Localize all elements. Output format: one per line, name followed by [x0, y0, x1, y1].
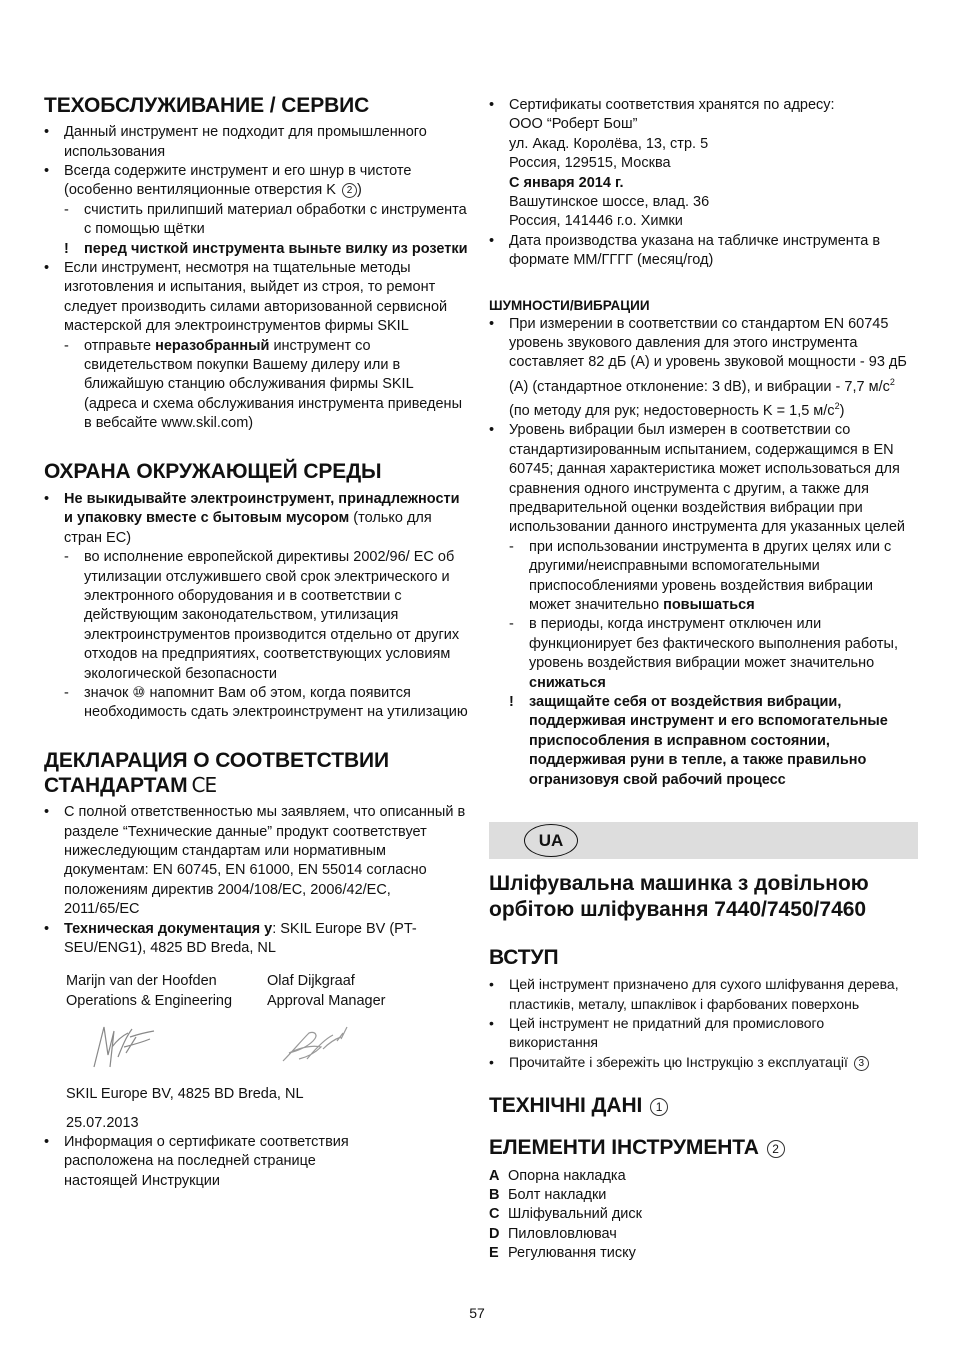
sub-item: - отправьте неразобранный инструмент со свидетельством покупки Вашему дилеру или в ближайшую станцию обслуживания фирмы SKIL (адреса и схема обслуживания инструмента приведены в вебсайте www.skil.com) — [64, 337, 462, 432]
list-item: A Опорна накладка — [489, 1167, 626, 1184]
maintenance-section — [44, 123, 468, 434]
list-item: • Если инструмент, несмотря на тщательные методы изготовления и испытания, выйдет из строя, то ремонт следует производить силами авторизованной сервисной мастерской для электроинструментов фирмы SKIL — [44, 260, 448, 335]
ref-number: 1 — [650, 1098, 668, 1116]
list-item: • Не выкидывайте электроинструмент, принадлежности и упаковку вместе с бытовым мусором (только для стран ЕС) — [44, 490, 460, 546]
company-address: SKIL Europe BV, 4825 BD Breda, NL — [66, 1086, 304, 1103]
maintenance-heading: ТЕХОБСЛУЖИВАНИЕ / СЕРВИС — [44, 94, 370, 117]
sub-item: - в периоды, когда инструмент отключен или функционирует без фактического выполнения работы, уровень воздействия вибрации может значительно снижаться — [509, 616, 899, 691]
page-number: 57 — [469, 1305, 485, 1321]
intro-section — [489, 975, 913, 1072]
sub-item: - счистить прилипший материал обработки с инструмента с помощью щётки — [64, 201, 467, 238]
intro-heading: ВСТУП — [489, 946, 559, 970]
list-item: • С полной ответственностью мы заявляем, что описанный в разделе “Технические данные” продукт соответствует нижеследующим стандартам или нормативным документам: EN 60745, EN 61000, EN 55014 согласно положениям директив 2004/108/EC, 2006/42/EC, 2011/65/EC — [44, 804, 466, 918]
ref-number: 3 — [854, 1056, 869, 1071]
signature-images — [66, 1017, 468, 1079]
elements-list — [489, 1167, 913, 1264]
signatory-2: Olaf Dijkgraaf Approval Manager — [267, 973, 386, 1009]
environment-section — [44, 490, 468, 723]
tech-data-heading: ТЕХНІЧНІ ДАНІ 1 — [489, 1093, 913, 1118]
signatories — [66, 972, 468, 1011]
list-item: • Уровень вибрации был измерен в соответствии со стандартизированным испытанием, содержащимся в EN 60745; данная характеристика может использоваться для сравнения одного инструмента с другим, а также для предварительной оценки воздействия вибрации при использовании данного инструмента для указанных целей — [489, 422, 906, 536]
elements-heading: ЕЛЕМЕНТИ ІНСТРУМЕНТА 2 — [489, 1135, 913, 1160]
list-item: • Цей інструмент не придатний для промислового використання — [489, 1015, 825, 1051]
list-item: E Регулювання тиску — [489, 1245, 636, 1262]
product-title: Шліфувальна машинка з довільною орбітою шліфування 7440/7450/7460 — [489, 872, 869, 922]
language-bar — [489, 822, 918, 859]
left-column — [44, 90, 468, 1191]
warning-item: ! перед чисткой инструмента выньте вилку из розетки — [64, 240, 468, 257]
ref-number: 2 — [342, 183, 357, 198]
noise-section — [489, 315, 913, 790]
declaration-heading: ДЕКЛАРАЦИЯ О СООТВЕТСТВИИ СТАНДАРТАМ CE — [44, 748, 390, 797]
noise-heading: ШУМНОСТИ/ВИБРАЦИИ — [489, 297, 650, 313]
list-item: • Всегда содержите инструмент и его шнур в чистоте (особенно вентиляционные отверстия K 2 ) — [44, 163, 412, 199]
signature-1 — [66, 1017, 267, 1079]
language-code-badge: UA — [524, 824, 578, 857]
list-item: • Сертификаты соответствия хранятся по адресу: ООО “Роберт Бош” ул. Акад. Королёва, 13, стр. 5 Россия, 129515, Москва С января 2014 г. Вашутинское шоссе, влад. 36 Россия, 141446 г.о. Химки — [489, 97, 835, 230]
list-item: D Пиловловлювач — [489, 1225, 617, 1242]
signature-2 — [267, 1017, 468, 1079]
list-item: • Техническая документация у: SKIL Europe BV (PT-SEU/ENG1), 4825 BD Breda, NL — [44, 920, 417, 956]
declaration-section — [44, 803, 468, 1191]
signatory-1: Marijn van der Hoofden Operations & Engineering — [66, 973, 233, 1009]
list-item: • Прочитайте і збережіть цю Інструкцію з експлуатації 3 — [489, 1053, 913, 1072]
recycle-bin-symbol: ⑩ — [132, 684, 146, 701]
sub-item: - при использовании инструмента в других целях или с другими/неисправными вспомогательными приспособлениями уровень воздействия вибрации может значительно повышаться — [509, 538, 892, 613]
list-item: B Болт накладки — [489, 1187, 607, 1204]
list-item: • Цей інструмент призначено для сухого шліфування дерева, пластиків, металу, шпаклівок і фарбованих поверхонь — [489, 976, 899, 1012]
list-item: • При измерении в соответствии со стандартом EN 60745 уровень звукового давления для этого инструмента составляет 82 дБ (A) и уровень звуковой мощности - 93 дБ (A) (стандартное отклонение: 3 dB), и вибрации - 7,7 $м/с^2$ (по методу для рук; недостоверность K = 1,5 $м/с^2$) — [489, 315, 907, 419]
warning-item: ! защищайте себя от воздействия вибрации, поддерживая инструмент и его вспомогательные приспособления в исправном состоянии, поддерживая руни в тепле, а также правильно огранизовуя свой рабочий процесс — [509, 694, 888, 788]
list-item: • Данный инструмент не подходит для промышленного использования — [44, 124, 427, 160]
certificate-section — [489, 96, 913, 271]
list-item: • Дата производства указана на табличке инструмента в формате ММ/ГГГГ (месяц/год) — [489, 232, 881, 269]
list-item: C Шліфувальний диск — [489, 1206, 642, 1223]
sub-item: - во исполнение европейской директивы 2002/96/ ЕС об утилизации отслужившего свой срок электрического и электронного оборудования и в соответствии с действующим законодательством, утилизация электроинструментов производится отдельно от других отходов на предприятиях, соответствующих условиям экологической безопасности — [64, 549, 460, 682]
right-column — [489, 90, 913, 1264]
ce-mark-icon: CE — [191, 772, 217, 797]
declaration-date: 25.07.2013 — [66, 1114, 139, 1131]
environment-heading: ОХРАНА ОКРУЖАЮЩЕЙ СРЕДЫ — [44, 459, 382, 483]
ref-number: 2 — [767, 1140, 785, 1158]
sub-item: - значок ⑩ напомнит Вам об этом, когда появится необходимость сдать электроинструмент на утилизацию — [64, 684, 468, 721]
list-item: • Информация о сертификате соответствия расположена на последней странице настоящей Инструкции — [44, 1134, 349, 1189]
